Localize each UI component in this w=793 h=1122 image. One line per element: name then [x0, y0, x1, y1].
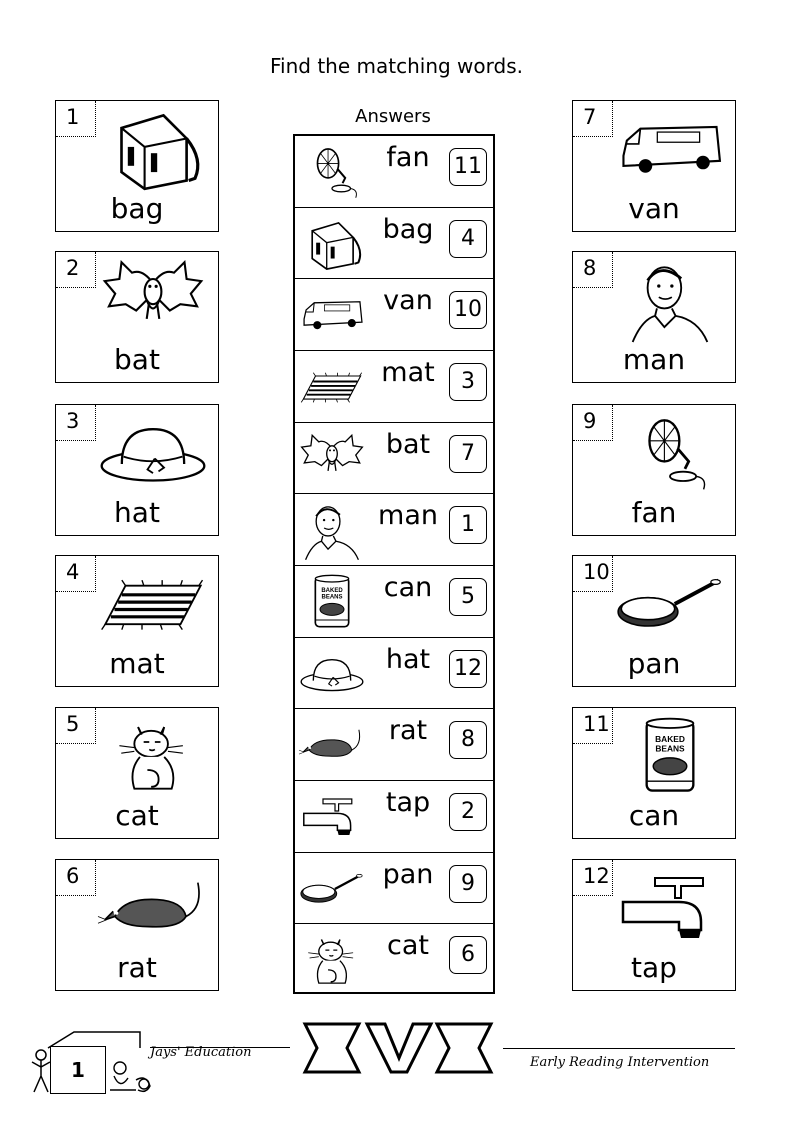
- answer-row: [295, 494, 493, 566]
- picture-card-bat: [55, 251, 219, 383]
- picture-card-man: [572, 251, 736, 383]
- hat-icon: [98, 411, 208, 495]
- answer-word: can: [383, 571, 433, 603]
- picture-card-mat: [55, 555, 219, 687]
- card-word: pan: [627, 647, 681, 680]
- card-word: cat: [115, 799, 159, 832]
- answer-row: [295, 853, 493, 925]
- answer-word: tap: [385, 786, 431, 818]
- answer-number-box: 3: [449, 363, 487, 401]
- page-title: Find the matching words.: [270, 54, 523, 78]
- van-icon: [299, 285, 365, 345]
- card-number: 4: [56, 556, 96, 592]
- answer-number-box: 12: [449, 650, 487, 688]
- card-word: man: [622, 343, 686, 376]
- answer-row: [295, 781, 493, 853]
- picture-card-van: [572, 100, 736, 232]
- cat-icon: [299, 930, 365, 990]
- answer-word: man: [378, 500, 438, 532]
- answer-row: [295, 566, 493, 638]
- picture-card-pan: [572, 555, 736, 687]
- child-figure-icon: [30, 1048, 52, 1094]
- answer-number-box: 8: [449, 721, 487, 759]
- answer-number-box: 6: [449, 936, 487, 974]
- card-word: bat: [114, 343, 160, 376]
- answer-word: cat: [387, 930, 429, 962]
- tap-icon: [615, 866, 725, 950]
- answer-row: [295, 709, 493, 781]
- answer-row: [295, 208, 493, 280]
- card-number: 9: [573, 405, 613, 441]
- answer-row: [295, 136, 493, 208]
- answer-number-box: 5: [449, 578, 487, 616]
- answer-number-box: 2: [449, 793, 487, 831]
- man-icon: [299, 500, 365, 560]
- svg-text:BEANS: BEANS: [321, 594, 343, 601]
- picture-card-tap: [572, 859, 736, 991]
- series-name: Early Reading Intervention: [530, 1055, 710, 1070]
- kids-group-icon: [106, 1060, 154, 1096]
- hat-icon: [299, 644, 365, 704]
- card-number: 1: [56, 101, 96, 137]
- card-word: mat: [109, 647, 165, 680]
- bag-icon: [299, 214, 365, 274]
- mat-icon: [98, 562, 208, 646]
- card-word: can: [628, 799, 680, 832]
- man-icon: [615, 258, 725, 342]
- card-number: 8: [573, 252, 613, 288]
- card-number: 3: [56, 405, 96, 441]
- answer-word: fan: [386, 142, 430, 173]
- picture-card-cat: [55, 707, 219, 839]
- footer-rule-right: [503, 1048, 735, 1049]
- card-word: bag: [110, 192, 164, 225]
- answer-number-box: 11: [449, 148, 487, 186]
- fan-icon: [615, 411, 725, 495]
- can-icon: [615, 714, 725, 798]
- card-number: 5: [56, 708, 96, 744]
- publisher-name: Jays' Education: [150, 1045, 252, 1060]
- answer-word: bat: [385, 428, 431, 460]
- card-word: fan: [631, 496, 677, 529]
- picture-card-rat: [55, 859, 219, 991]
- picture-card-fan: [572, 404, 736, 536]
- answer-row: [295, 924, 493, 996]
- van-icon: [615, 107, 725, 191]
- svg-text:BEANS: BEANS: [655, 743, 685, 754]
- answer-row: [295, 638, 493, 710]
- card-word: van: [628, 192, 680, 225]
- answer-number-box: 1: [449, 506, 487, 544]
- answer-word: rat: [388, 715, 428, 747]
- svg-text:BAKED: BAKED: [321, 587, 343, 594]
- answer-row: [295, 351, 493, 423]
- picture-card-can: [572, 707, 736, 839]
- pan-icon: [615, 562, 725, 646]
- answers-label: Answers: [355, 106, 431, 127]
- card-number: 7: [573, 101, 613, 137]
- cvc-logo-icon: [303, 1022, 493, 1074]
- answer-word: mat: [381, 356, 435, 388]
- rat-icon: [299, 715, 365, 775]
- fan-icon: [299, 142, 365, 202]
- answer-number-box: 4: [449, 220, 487, 258]
- rat-icon: [98, 866, 208, 950]
- bat-icon: [299, 429, 365, 489]
- answer-number-box: 7: [449, 435, 487, 473]
- picture-card-bag: [55, 100, 219, 232]
- answer-number-box: 10: [449, 291, 487, 329]
- bag-icon: [98, 107, 208, 191]
- card-number: 10: [573, 556, 613, 592]
- bat-icon: [98, 258, 208, 342]
- mat-icon: [299, 357, 365, 417]
- answer-word: bag: [382, 213, 434, 245]
- can-icon: [299, 572, 365, 632]
- answer-row: [295, 279, 493, 351]
- pan-icon: [299, 859, 365, 919]
- picture-card-hat: [55, 404, 219, 536]
- tap-icon: [299, 787, 365, 847]
- answer-number-box: 9: [449, 865, 487, 903]
- card-number: 2: [56, 252, 96, 288]
- card-number: 12: [573, 860, 613, 896]
- cat-icon: [98, 714, 208, 798]
- answer-row: [295, 423, 493, 495]
- card-word: hat: [114, 496, 160, 529]
- answer-word: hat: [385, 643, 431, 675]
- answer-word: van: [383, 285, 433, 317]
- answers-column: [293, 134, 495, 994]
- card-word: rat: [117, 951, 157, 984]
- card-word: tap: [631, 951, 677, 984]
- answer-word: pan: [382, 858, 434, 890]
- card-number: 11: [573, 708, 613, 744]
- card-number: 6: [56, 860, 96, 896]
- svg-text:BAKED: BAKED: [655, 734, 685, 744]
- page-number: 1: [50, 1046, 106, 1094]
